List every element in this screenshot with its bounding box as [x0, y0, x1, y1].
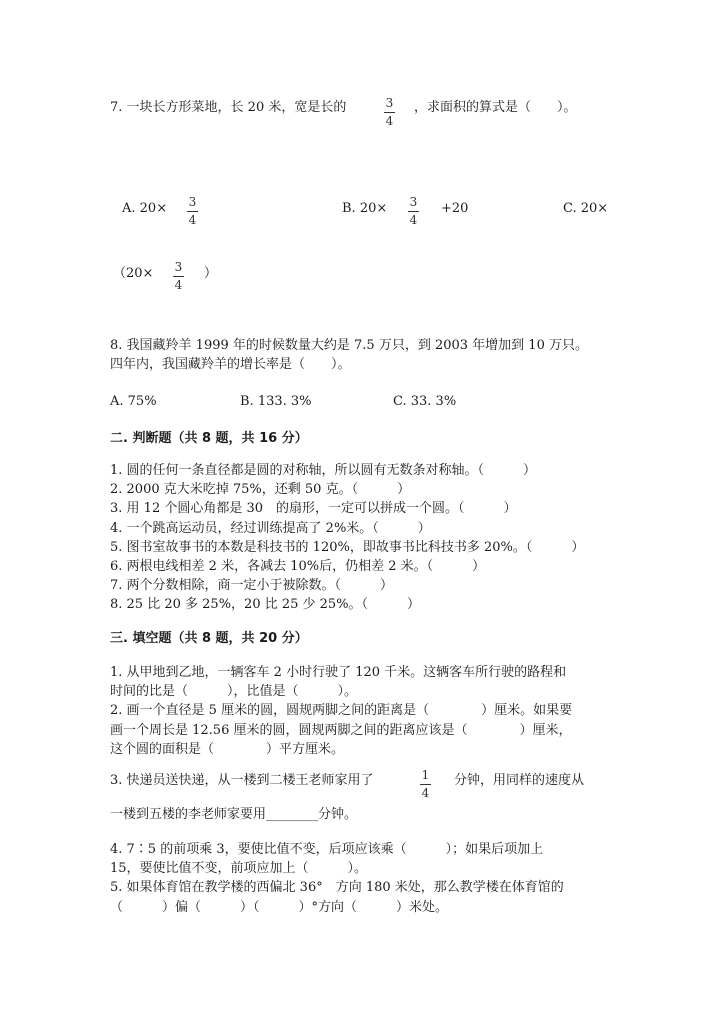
q7-option-c-fraction	[173, 260, 184, 292]
section-3-q1-q2	[110, 663, 572, 759]
fraction-numerator: 3	[385, 96, 394, 110]
list-item: 2. 画一个直径是 5 厘米的圆，圆规两脚之间的距离是（ ）厘米。如果要	[110, 703, 573, 719]
q7-option-a: A. 20×	[122, 201, 168, 216]
section-3-title: 三. 填空题（共 8 题，共 20 分）	[110, 631, 308, 646]
list-item: 这个圆的面积是（ ）平方厘米。	[110, 741, 345, 757]
fraction-bar	[420, 784, 431, 785]
list-item: 1. 从甲地到乙地，一辆客车 2 小时行驶了 120 千米。这辆客车所行驶的路程和	[110, 665, 567, 680]
list-item: 4. 一个跳高运动员，经过训练提高了 2%米。（ ）	[110, 520, 431, 536]
list-item: 1. 圆的任何一条直径都是圆的对称轴，所以圆有无数条对称轴。（ ）	[110, 463, 537, 478]
list-item: 画一个周长是 12.56 厘米的圆，圆规两脚之间的距离应该是（ ）厘米，	[110, 722, 572, 738]
list-item: 4. 7∶5 的前项乘 3，要使比值不变，后项应该乘（ ）；如果后项加上	[110, 842, 544, 857]
list-item: 5. 图书室故事书的本数是科技书的 120%，即故事书比科技书多 20%。（ ）	[110, 539, 585, 555]
q7-stem-before: 7. 一块长方形菜地，长 20 米，宽是长的	[110, 100, 347, 115]
list-item: 2. 2000 克大米吃掉 75%，还剩 50 克。（ ）	[110, 482, 411, 498]
section-2-list	[110, 461, 584, 615]
list-item: 5. 如果体育馆在教学楼的西偏北 36° 方向 180 米处，那么教学楼在体育馆的	[110, 880, 564, 896]
section-3-q3-after: 分钟，用同样的速度从	[454, 773, 585, 788]
q8-option-b: B. 133. 3%	[240, 394, 312, 409]
fraction-numerator: 3	[174, 260, 183, 274]
section-3-q3-before: 3. 快递员送快递，从一楼到二楼王老师家用了	[110, 773, 374, 788]
q8-option-a: A. 75%	[110, 394, 157, 409]
q8-line-2: 四年内，我国藏羚羊的增长率是（ ）。	[110, 357, 351, 372]
list-item: 时间的比是（ ），比值是（ ）。	[110, 684, 358, 700]
q7-option-b-suffix: +20	[441, 201, 469, 216]
fraction-numerator: 3	[188, 195, 197, 209]
fraction-denominator: 4	[188, 213, 197, 227]
q7-option-c-close: ）	[204, 266, 218, 281]
section-3-q3-line-2: 一楼到五楼的李老师家要用________分钟。	[110, 807, 358, 822]
fraction-bar	[173, 276, 184, 277]
q7-stem-fraction	[384, 96, 395, 128]
section-2-title: 二. 判断题（共 8 题，共 16 分）	[110, 431, 308, 446]
fraction-denominator: 4	[421, 786, 430, 800]
list-item: （ ）偏（ ）（ ）°方向（ ）米处。	[110, 899, 449, 915]
list-item: 7. 两个分数相除，商一定小于被除数。（ ）	[110, 578, 394, 594]
q7-option-c-continued: （20×	[113, 266, 154, 281]
section-3-q4-q5	[110, 840, 564, 917]
q7-option-a-fraction	[187, 195, 198, 227]
fraction-bar	[187, 211, 198, 212]
fraction-numerator: 1	[421, 768, 430, 782]
fraction-bar	[384, 112, 395, 113]
q7-stem-after: ，求面积的算式是（ ）。	[414, 100, 577, 115]
q7-option-b: B. 20×	[342, 201, 388, 216]
q7-option-c: C. 20×	[563, 201, 609, 216]
list-item: 15，要使比值不变，前项应加上（ ）。	[110, 861, 368, 877]
section-3-q3-fraction	[420, 768, 431, 800]
q8-line-1: 8. 我国藏羚羊 1999 年的时候数量大约是 7.5 万只，到 2003 年增加到 10 万只。	[110, 338, 588, 353]
fraction-denominator: 4	[409, 213, 418, 227]
fraction-numerator: 3	[409, 195, 418, 209]
list-item: 6. 两根电线相差 2 米，各减去 10%后，仍相差 2 米。（ ）	[110, 559, 486, 575]
fraction-denominator: 4	[174, 278, 183, 292]
q8-option-c: C. 33. 3%	[393, 394, 457, 409]
fraction-denominator: 4	[385, 114, 394, 128]
fraction-bar	[408, 211, 419, 212]
list-item: 8. 25 比 20 多 25%，20 比 25 少 25%。（ ）	[110, 597, 421, 613]
list-item: 3. 用 12 个圆心角都是 30 的扇形，一定可以拼成一个圆。（ ）	[110, 501, 517, 517]
q7-option-b-fraction	[408, 195, 419, 227]
